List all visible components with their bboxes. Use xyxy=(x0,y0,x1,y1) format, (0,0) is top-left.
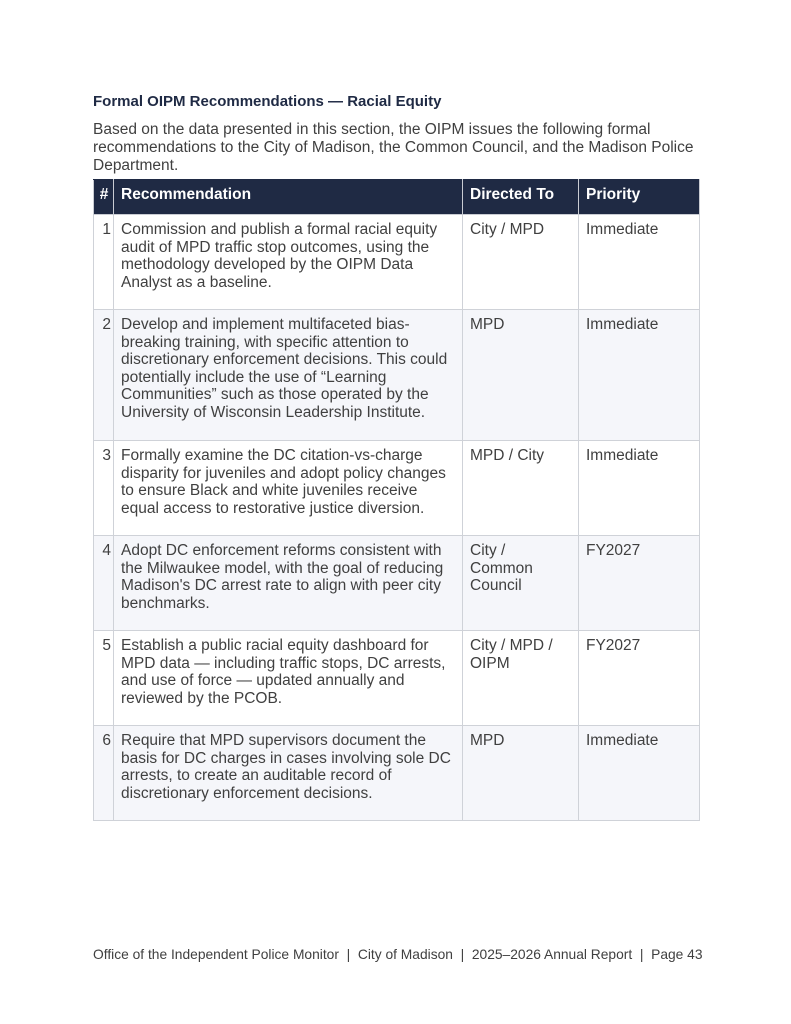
row-directed-to: MPD xyxy=(463,310,579,441)
table-row xyxy=(94,631,700,726)
row-priority: Immediate xyxy=(579,726,700,821)
row-number: 6 xyxy=(94,726,114,821)
table-header-row xyxy=(94,180,700,215)
table-row xyxy=(94,215,700,310)
table-row xyxy=(94,441,700,536)
row-priority: Immediate xyxy=(579,310,700,441)
row-number: 4 xyxy=(94,536,114,631)
row-number: 3 xyxy=(94,441,114,536)
table-row xyxy=(94,726,700,821)
row-recommendation: Commission and publish a formal racial equity audit of MPD traffic stop outcomes, using the methodology developed by the OIPM Data Analyst as a baseline. xyxy=(114,215,463,310)
row-priority: FY2027 xyxy=(579,536,700,631)
header-priority: Priority xyxy=(579,180,700,215)
row-recommendation: Adopt DC enforcement reforms consistent with the Milwaukee model, with the goal of reducing Madison's DC arrest rate to align with peer city benchmarks. xyxy=(114,536,463,631)
header-directed-to: Directed To xyxy=(463,180,579,215)
row-directed-to: City / Common Council xyxy=(463,536,579,631)
header-recommendation: Recommendation xyxy=(114,180,463,215)
table-row xyxy=(94,310,700,441)
footer-text: Office of the Independent Police Monitor | City of Madison | 2025–2026 Annual Report | Page 43 xyxy=(93,947,703,962)
row-priority: FY2027 xyxy=(579,631,700,726)
section-title: Formal OIPM Recommendations — Racial Equity xyxy=(93,93,442,110)
row-directed-to: MPD / City xyxy=(463,441,579,536)
row-priority: Immediate xyxy=(579,441,700,536)
row-directed-to: City / MPD xyxy=(463,215,579,310)
row-directed-to: MPD xyxy=(463,726,579,821)
row-recommendation: Establish a public racial equity dashboard for MPD data — including traffic stops, DC arrests, and use of force — updated annually and reviewed by the PCOB. xyxy=(114,631,463,726)
intro-paragraph: Based on the data presented in this section, the OIPM issues the following formal recommendations to the City of Madison, the Common Council, and the Madison Police Department. xyxy=(93,121,694,174)
report-page xyxy=(93,93,699,821)
row-priority: Immediate xyxy=(579,215,700,310)
header-number: # xyxy=(94,180,114,215)
row-number: 2 xyxy=(94,310,114,441)
recommendations-table xyxy=(93,179,700,821)
row-recommendation: Formally examine the DC citation-vs-charge disparity for juveniles and adopt policy changes to ensure Black and white juveniles receive equal access to restorative justice diversion. xyxy=(114,441,463,536)
row-directed-to: City / MPD / OIPM xyxy=(463,631,579,726)
table-row xyxy=(94,536,700,631)
row-number: 5 xyxy=(94,631,114,726)
page-footer xyxy=(93,947,703,962)
row-recommendation: Require that MPD supervisors document the basis for DC charges in cases involving sole DC arrests, to create an auditable record of discretionary enforcement decisions. xyxy=(114,726,463,821)
row-number: 1 xyxy=(94,215,114,310)
row-recommendation: Develop and implement multifaceted bias-breaking training, with specific attention to discretionary enforcement decisions. This could potentially include the use of “Learning Communities” such as those operated by the University of Wisconsin Leadership Institute. xyxy=(114,310,463,441)
